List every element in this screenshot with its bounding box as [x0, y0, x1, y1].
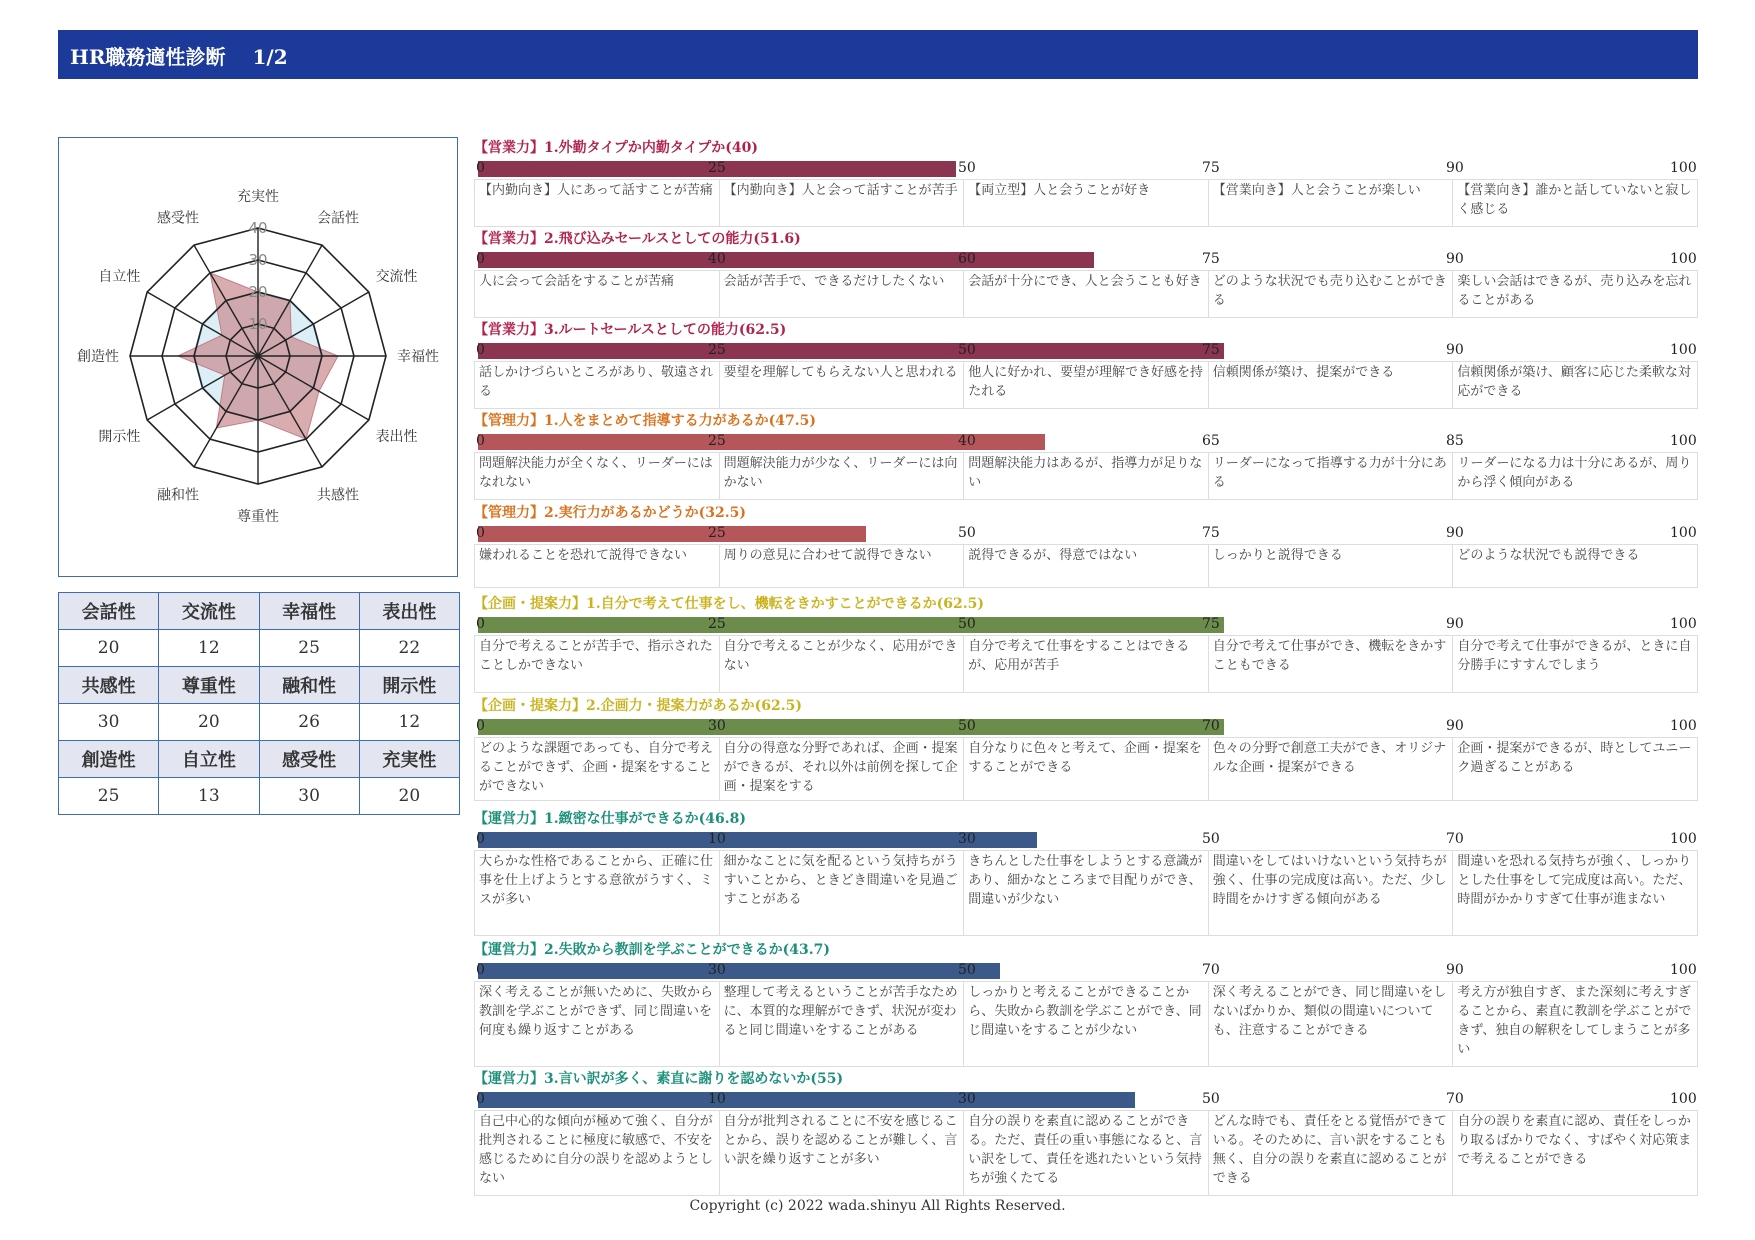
diagnosis-sections [474, 0, 1698, 1200]
level-description: 他人に好かれ、要望が理解でき好感を持たれる [963, 362, 1208, 408]
score-bar [478, 1092, 1135, 1108]
score-bar-row [474, 615, 1698, 633]
radar-axis-label: 開示性 [98, 429, 141, 445]
score-header-cell: 感受性 [259, 741, 359, 778]
score-bar [478, 963, 1000, 979]
score-bar-row [474, 830, 1698, 848]
score-value-cell: 22 [359, 630, 459, 667]
scale-tick-label: 90 [1446, 718, 1464, 734]
score-bar [478, 252, 1094, 268]
scale-tick-label: 75 [1202, 251, 1220, 267]
scale-tick-label: 100 [1670, 342, 1697, 358]
scale-tick-label: 70 [1446, 1091, 1464, 1107]
level-description: 自己中心的な傾向が極めて強く、自分が批判されることに極度に敏感で、不安を感じるために自分の誤りを認めようとしない [474, 1111, 719, 1195]
level-description: どのような状況でも売り込むことができる [1208, 271, 1453, 317]
score-value-cell: 12 [359, 704, 459, 741]
scale-tick-label: 0 [476, 342, 485, 358]
scale-tick-label: 70 [1202, 718, 1220, 734]
score-bar-row [474, 1090, 1698, 1108]
scale-tick-label: 0 [476, 1091, 485, 1107]
level-description: 【内勤向き】人と会って話すことが苦手 [719, 180, 964, 226]
copyright-footer: Copyright (c) 2022 wada.shinyu All Rights Reserved. [689, 1198, 1066, 1214]
radar-chart-svg [59, 138, 459, 578]
scale-tick-label: 25 [708, 616, 726, 632]
score-bar [478, 526, 866, 542]
level-description: 自分で考えて仕事をすることはできるが、応用が苦手 [963, 636, 1208, 692]
page-title: HR職務適性診断 1/2 [70, 45, 288, 69]
level-descriptions [474, 737, 1698, 801]
level-description: 間違いをしてはいけないという気持ちが強く、仕事の完成度は高い。ただ、少し時間をかけすぎる傾向がある [1208, 851, 1453, 935]
level-description: 企画・提案ができるが、時としてユニーク過ぎることがある [1452, 738, 1698, 800]
radar-axis-label: 幸福性 [397, 349, 439, 365]
score-header-row [59, 741, 460, 778]
score-header-cell: 融和性 [259, 667, 359, 704]
level-description: どのような課題であっても、自分で考えることができず、企画・提案をすることができない [474, 738, 719, 800]
level-description: 自分で考えることが少なく、応用ができない [719, 636, 964, 692]
scale-tick-label: 100 [1670, 251, 1697, 267]
radar-axis-label: 充実性 [237, 189, 279, 205]
scale-tick-label: 90 [1446, 251, 1464, 267]
scale-tick-label: 90 [1446, 160, 1464, 176]
scale-tick-label: 30 [708, 718, 726, 734]
scale-tick-label: 50 [1202, 831, 1220, 847]
level-description: きちんとした仕事をしようとする意識があり、細かなところまで目配りができ、間違いが少ない [963, 851, 1208, 935]
level-description: 人に会って会話をすることが苦痛 [474, 271, 719, 317]
score-header-cell: 幸福性 [259, 593, 359, 630]
scale-tick-label: 65 [1202, 433, 1220, 449]
radar-axis-label: 尊重性 [237, 509, 279, 525]
level-description: 間違いを恐れる気持ちが強く、しっかりとした仕事をして完成度は高い。ただ、時間がかかりすぎて仕事が進まない [1452, 851, 1698, 935]
section-title: 【営業力】2.飛び込みセールスとしての能力(51.6) [474, 231, 801, 247]
level-description: 説得できるが、得意ではない [963, 545, 1208, 587]
scale-tick-label: 50 [958, 525, 976, 541]
level-descriptions [474, 981, 1698, 1067]
level-description: しっかりと考えることができることから、失敗から教訓を学ぶことができ、同じ間違いをすることが少ない [963, 982, 1208, 1066]
scale-tick-label: 90 [1446, 616, 1464, 632]
scale-tick-label: 60 [958, 251, 976, 267]
radar-axis-label: 自立性 [98, 269, 141, 285]
scale-tick-label: 50 [1202, 1091, 1220, 1107]
radar-axis-label: 会話性 [317, 210, 359, 227]
score-header-cell: 尊重性 [159, 667, 259, 704]
score-value-cell: 13 [159, 778, 259, 815]
radar-axis-label: 共感性 [317, 487, 359, 504]
scale-tick-label: 50 [958, 718, 976, 734]
scale-tick-label: 10 [708, 831, 726, 847]
level-descriptions [474, 850, 1698, 936]
score-header-cell: 共感性 [59, 667, 159, 704]
level-descriptions [474, 544, 1698, 588]
level-description: 話しかけづらいところがあり、敬遠される [474, 362, 719, 408]
scale-tick-label: 0 [476, 718, 485, 734]
level-description: 自分で考えて仕事ができ、機転をきかすこともできる [1208, 636, 1453, 692]
score-value-row [59, 630, 460, 667]
level-description: 自分なりに色々と考えて、企画・提案をすることができる [963, 738, 1208, 800]
scale-tick-label: 75 [1202, 342, 1220, 358]
score-bar-row [474, 717, 1698, 735]
scale-tick-label: 0 [476, 433, 485, 449]
score-value-row [59, 778, 460, 815]
radar-axis-label: 交流性 [375, 269, 418, 285]
radar-tick-label: 20 [248, 283, 268, 301]
score-header-cell: 自立性 [159, 741, 259, 778]
scale-tick-label: 0 [476, 616, 485, 632]
score-bar-row [474, 341, 1698, 359]
level-description: 深く考えることができ、同じ間違いをしないばかりか、類似の間違いについても、注意することができる [1208, 982, 1453, 1066]
scale-tick-label: 10 [708, 1091, 726, 1107]
score-header-cell: 開示性 [359, 667, 459, 704]
section-title: 【営業力】1.外勤タイプか内勤タイプか(40) [474, 140, 758, 156]
scale-tick-label: 0 [476, 160, 485, 176]
level-description: 自分の誤りを素直に認めることができる。ただ、責任の重い事態になると、言い訳をして、責任を逃れたいという気持ちが強くたてる [963, 1111, 1208, 1195]
level-description: 信頼関係が築け、顧客に応じた柔軟な対応ができる [1452, 362, 1698, 408]
score-bar-row [474, 250, 1698, 268]
level-description: 自分が批判されることに不安を感じることから、誤りを認めることが難しく、言い訳を繰り返すことが多い [719, 1111, 964, 1195]
scale-tick-label: 75 [1202, 616, 1220, 632]
score-value-cell: 30 [259, 778, 359, 815]
section-title: 【運営力】3.言い訳が多く、素直に謝りを認めないか(55) [474, 1071, 844, 1087]
scale-tick-label: 0 [476, 962, 485, 978]
section-title: 【運営力】1.緻密な仕事ができるか(46.8) [474, 811, 746, 827]
scale-tick-label: 90 [1446, 962, 1464, 978]
level-description: 問題解決能力が全くなく、リーダーにはなれない [474, 453, 719, 499]
section-title: 【企画・提案力】1.自分で考えて仕事をし、機転をきかすことができるか(62.5) [474, 596, 984, 612]
score-bar [478, 343, 1224, 359]
level-description: 問題解決能力が少なく、リーダーには向かない [719, 453, 964, 499]
level-description: 自分で考えて仕事ができるが、ときに自分勝手にすすんでしまう [1452, 636, 1698, 692]
level-description: 【営業向き】誰かと話していないと寂しく感じる [1452, 180, 1698, 226]
scale-tick-label: 25 [708, 433, 726, 449]
level-descriptions [474, 270, 1698, 318]
score-value-cell: 30 [59, 704, 159, 741]
scale-tick-label: 70 [1446, 831, 1464, 847]
score-header-cell: 交流性 [159, 593, 259, 630]
score-table [58, 592, 460, 815]
scale-tick-label: 90 [1446, 342, 1464, 358]
score-bar [478, 832, 1037, 848]
score-header-cell: 会話性 [59, 593, 159, 630]
score-value-cell: 26 [259, 704, 359, 741]
level-description: どのような状況でも説得できる [1452, 545, 1698, 587]
score-value-cell: 25 [59, 778, 159, 815]
score-value-cell: 20 [359, 778, 459, 815]
level-description: リーダーになって指導する力が十分にある [1208, 453, 1453, 499]
score-bar [478, 719, 1224, 735]
score-header-row [59, 667, 460, 704]
radar-tick-label: 30 [248, 251, 268, 269]
scale-tick-label: 30 [958, 831, 976, 847]
radar-chart [58, 137, 458, 577]
scale-tick-label: 50 [958, 342, 976, 358]
radar-axis-label: 創造性 [77, 349, 119, 365]
score-value-cell: 20 [159, 704, 259, 741]
scale-tick-label: 30 [958, 1091, 976, 1107]
scale-tick-label: 85 [1446, 433, 1464, 449]
scale-tick-label: 75 [1202, 525, 1220, 541]
level-description: 会話が苦手で、できるだけしたくない [719, 271, 964, 317]
scale-tick-label: 100 [1670, 616, 1697, 632]
level-description: 要望を理解してもらえない人と思われる [719, 362, 964, 408]
scale-tick-label: 40 [708, 251, 726, 267]
radar-axis-label: 感受性 [157, 210, 199, 227]
level-description: 自分の得意な分野であれば、企画・提案ができるが、それ以外は前例を探して企画・提案をする [719, 738, 964, 800]
level-description: リーダーになる力は十分にあるが、周りから浮く傾向がある [1452, 453, 1698, 499]
scale-tick-label: 100 [1670, 433, 1697, 449]
score-value-row [59, 704, 460, 741]
score-header-cell: 創造性 [59, 741, 159, 778]
level-description: 【両立型】人と会うことが好き [963, 180, 1208, 226]
level-description: 大らかな性格であることから、正確に仕事を仕上げようとする意欲がうすく、ミスが多い [474, 851, 719, 935]
level-descriptions [474, 635, 1698, 693]
level-descriptions [474, 179, 1698, 227]
score-bar-row [474, 961, 1698, 979]
level-description: どんな時でも、責任をとる覚悟ができている。そのために、言い訳をすることも無く、自分の誤りを素直に認めることができる [1208, 1111, 1453, 1195]
scale-tick-label: 90 [1446, 525, 1464, 541]
level-description: 楽しい会話はできるが、売り込みを忘れることがある [1452, 271, 1698, 317]
level-description: 細かなことに気を配るという気持ちがうすいことから、ときどき間違いを見過ごすことがある [719, 851, 964, 935]
level-descriptions [474, 1110, 1698, 1196]
scale-tick-label: 100 [1670, 962, 1697, 978]
scale-tick-label: 70 [1202, 962, 1220, 978]
score-header-row [59, 593, 460, 630]
level-description: 【営業向き】人と会うことが楽しい [1208, 180, 1453, 226]
level-description: 整理して考えるということが苦手なために、本質的な理解ができず、状況が変わると同じ間違いをすることがある [719, 982, 964, 1066]
section-title: 【管理力】2.実行力があるかどうか(32.5) [474, 505, 746, 521]
radar-tick-label: 10 [248, 315, 268, 333]
score-bar [478, 617, 1224, 633]
scale-tick-label: 30 [708, 962, 726, 978]
level-description: 信頼関係が築け、提案ができる [1208, 362, 1453, 408]
score-bar-row [474, 159, 1698, 177]
section-title: 【営業力】3.ルートセールスとしての能力(62.5) [474, 322, 787, 338]
scale-tick-label: 100 [1670, 718, 1697, 734]
level-description: 【内勤向き】人にあって話すことが苦痛 [474, 180, 719, 226]
level-description: 考え方が独自すぎ、また深刻に考えすぎることから、素直に教訓を学ぶことができず、独自の解釈をしてしまうことが多い [1452, 982, 1698, 1066]
scale-tick-label: 0 [476, 251, 485, 267]
radar-tick-label: 40 [248, 219, 268, 237]
scale-tick-label: 100 [1670, 160, 1697, 176]
level-description: 色々の分野で創意工夫ができ、オリジナルな企画・提案ができる [1208, 738, 1453, 800]
scale-tick-label: 100 [1670, 831, 1697, 847]
level-description: 周りの意見に合わせて説得できない [719, 545, 964, 587]
score-value-cell: 20 [59, 630, 159, 667]
score-header-cell: 充実性 [359, 741, 459, 778]
score-bar-row [474, 524, 1698, 542]
scale-tick-label: 25 [708, 342, 726, 358]
radar-axis-label: 融和性 [157, 487, 199, 504]
scale-tick-label: 75 [1202, 160, 1220, 176]
score-value-cell: 25 [259, 630, 359, 667]
level-description: 嫌われることを恐れて説得できない [474, 545, 719, 587]
scale-tick-label: 25 [708, 160, 726, 176]
level-descriptions [474, 361, 1698, 409]
scale-tick-label: 0 [476, 525, 485, 541]
level-description: 深く考えることが無いために、失敗から教訓を学ぶことができず、同じ間違いを何度も繰り返すことがある [474, 982, 719, 1066]
level-descriptions [474, 452, 1698, 500]
score-bar-row [474, 432, 1698, 450]
scale-tick-label: 100 [1670, 525, 1697, 541]
section-title: 【企画・提案力】2.企画力・提案力があるか(62.5) [474, 698, 802, 714]
scale-tick-label: 40 [958, 433, 976, 449]
radar-axis-label: 表出性 [375, 429, 418, 445]
level-description: 自分で考えることが苦手で、指示されたことしかできない [474, 636, 719, 692]
level-description: 自分の誤りを素直に認め、責任をしっかり取るばかりでなく、すばやく対応策まで考えることができる [1452, 1111, 1698, 1195]
level-description: 問題解決能力はあるが、指導力が足りない [963, 453, 1208, 499]
score-header-cell: 表出性 [359, 593, 459, 630]
level-description: しっかりと説得できる [1208, 545, 1453, 587]
level-description: 会話が十分にでき、人と会うことも好き [963, 271, 1208, 317]
scale-tick-label: 50 [958, 616, 976, 632]
scale-tick-label: 0 [476, 831, 485, 847]
section-title: 【運営力】2.失敗から教訓を学ぶことができるか(43.7) [474, 942, 830, 958]
score-value-cell: 12 [159, 630, 259, 667]
scale-tick-label: 100 [1670, 1091, 1697, 1107]
scale-tick-label: 50 [958, 160, 976, 176]
scale-tick-label: 25 [708, 525, 726, 541]
section-title: 【管理力】1.人をまとめて指導する力があるか(47.5) [474, 413, 816, 429]
scale-tick-label: 50 [958, 962, 976, 978]
